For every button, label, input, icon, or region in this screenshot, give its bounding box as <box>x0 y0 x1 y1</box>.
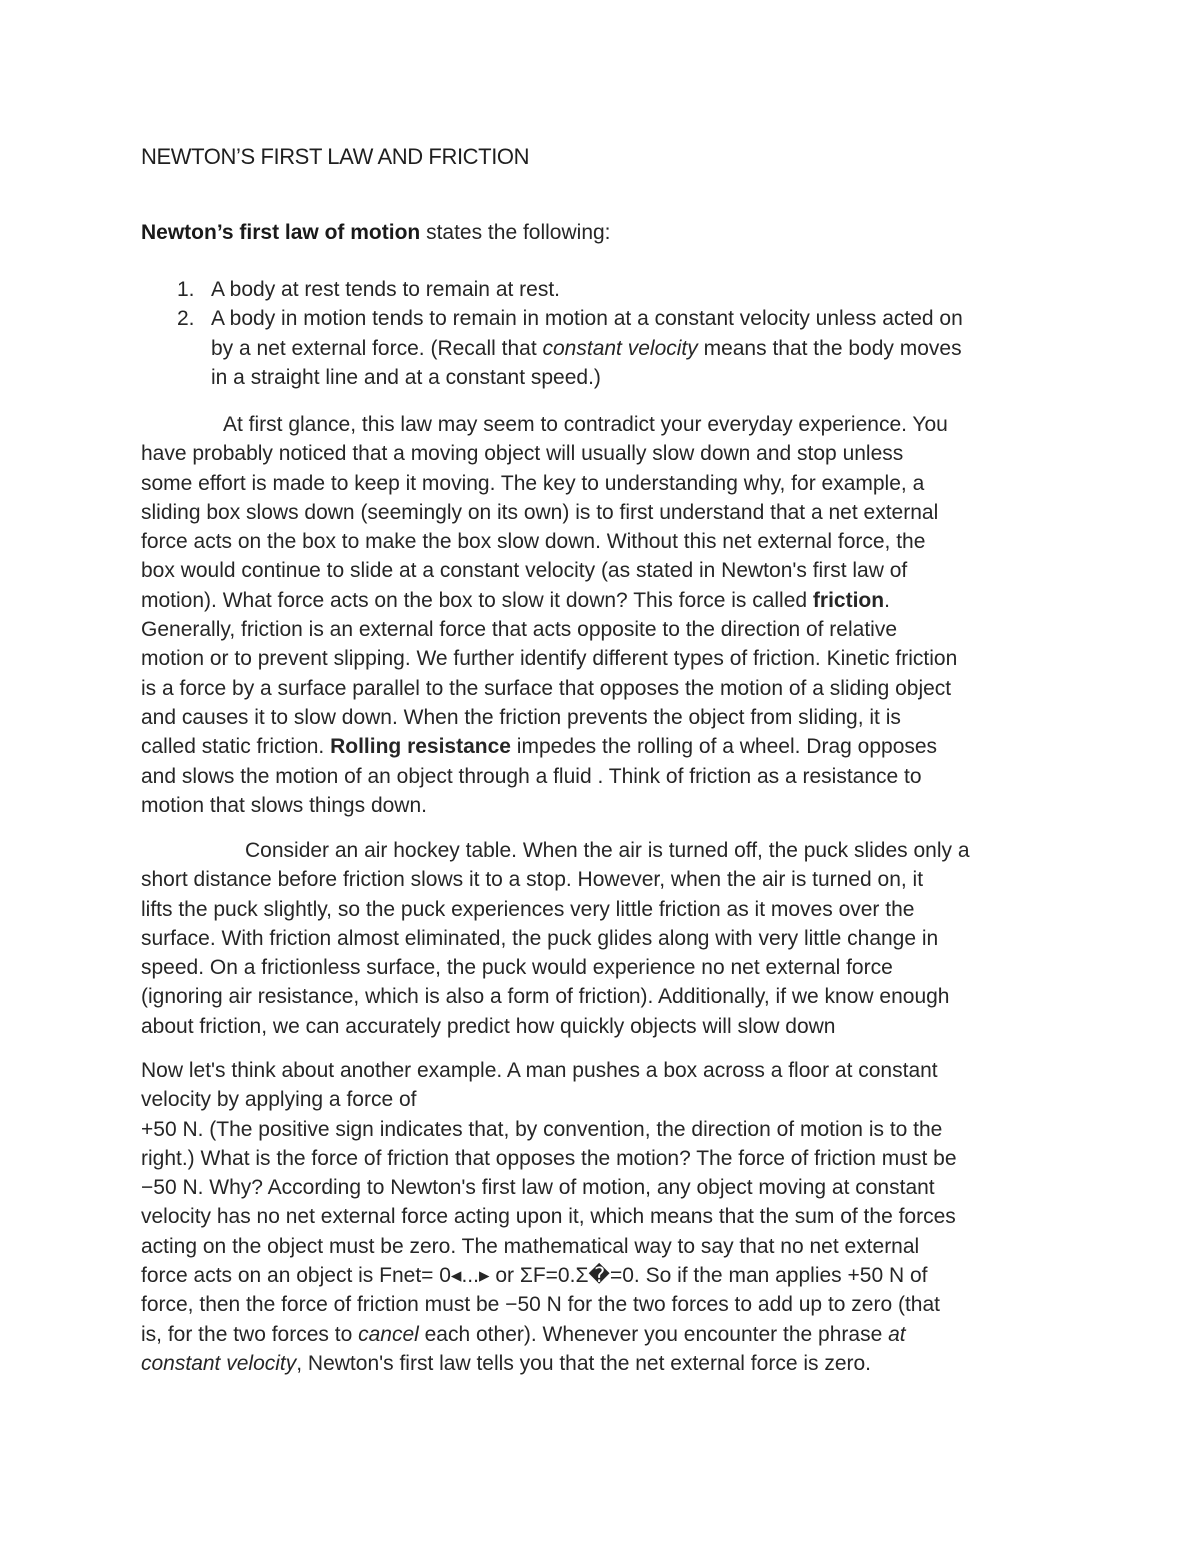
paragraph-line: box would continue to slide at a constant velocity (as stated in Newton's first law of <box>141 559 908 583</box>
intro-bold-term: Newton’s first law of motion <box>141 221 421 244</box>
paragraph-line: motion that slows things down. <box>141 793 427 817</box>
paragraph-line: force acts on the box to make the box slow down. Without this net external force, the <box>141 530 926 554</box>
list-item <box>141 275 1071 304</box>
paragraph-friction <box>141 410 1066 820</box>
paragraph-line: force acts on an object is Fnet= 0◂...▸ or ΣF=0.Σ�=0. So if the man applies +50 N of <box>141 1264 928 1288</box>
list-item <box>141 304 1071 392</box>
paragraph-line: lifts the puck slightly, so the puck experiences very little friction as it moves over the <box>141 897 915 921</box>
paragraph-line: Generally, friction is an external force that acts opposite to the direction of relative <box>141 618 897 642</box>
paragraph-line: velocity has no net external force acting upon it, which means that the sum of the forces <box>141 1205 956 1229</box>
list-number: 2. <box>177 307 195 331</box>
paragraph-line: Now let's think about another example. A man pushes a box across a floor at constant <box>141 1059 938 1082</box>
text-run: means that the body moves <box>697 336 962 360</box>
paragraph-line: about friction, we can accurately predict how quickly objects will slow down <box>141 1014 836 1038</box>
paragraph-line: some effort is made to keep it moving. The key to understanding why, for example, a <box>141 471 925 495</box>
laws-list <box>141 275 1071 392</box>
paragraph-line <box>141 732 1066 761</box>
text-run: impedes the rolling of a wheel. Drag opposes <box>510 735 938 759</box>
paragraph-line: acting on the object must be zero. The mathematical way to say that no net external <box>141 1234 920 1258</box>
paragraph-line: +50 N. (The positive sign indicates that, by convention, the direction of motion is to the <box>141 1117 943 1141</box>
text-run: is, for the two forces to <box>141 1322 359 1346</box>
intro-rest: states the following: <box>420 221 611 244</box>
paragraph-line: Consider an air hockey table. When the air is turned off, the puck slides only a <box>245 839 970 862</box>
document-title: NEWTON’S FIRST LAW AND FRICTION <box>141 144 530 169</box>
list-number: 1. <box>177 278 195 301</box>
bold-term-rolling-resistance: Rolling resistance <box>330 735 511 759</box>
paragraph-line: short distance before friction slows it to a stop. However, when the air is turned on, it <box>141 868 924 892</box>
emphasis-at: at <box>888 1322 906 1346</box>
paragraph-line: is a force by a surface parallel to the surface that opposes the motion of a sliding object <box>141 676 952 700</box>
paragraph-line: speed. On a frictionless surface, the puck would experience no net external force <box>141 956 893 980</box>
list-item-text: A body at rest tends to remain at rest. <box>211 278 561 301</box>
emphasis-constant-velocity: constant velocity <box>141 1351 297 1375</box>
paragraph-line: −50 N. Why? According to Newton's first law of motion, any object moving at constant <box>141 1176 935 1200</box>
paragraph-line: and causes it to slow down. When the friction prevents the object from sliding, it is <box>141 705 901 729</box>
text-run: , Newton's first law tells you that the net external force is zero. <box>296 1351 872 1375</box>
paragraph-line: surface. With friction almost eliminated, the puck glides along with very little change in <box>141 926 939 950</box>
emphasis-constant-velocity: constant velocity <box>542 336 698 360</box>
intro-sentence <box>141 218 611 247</box>
paragraph-line: velocity by applying a force of <box>141 1088 417 1112</box>
paragraph-line <box>141 1320 1066 1349</box>
bold-term-friction: friction <box>812 588 885 612</box>
paragraph-line: and slows the motion of an object through a fluid . Think of friction as a resistance to <box>141 764 922 788</box>
list-item-text <box>211 334 1071 363</box>
paragraph-line: (ignoring air resistance, which is also a form of friction). Additionally, if we know enough <box>141 985 950 1009</box>
paragraph-line: motion or to prevent slipping. We further identify different types of friction. Kinetic friction <box>141 647 958 671</box>
paragraph-box-example <box>141 1056 1066 1378</box>
paragraph-line: sliding box slows down (seemingly on its own) is to first understand that a net external <box>141 500 939 524</box>
paragraph-line: At first glance, this law may seem to contradict your everyday experience. You <box>223 413 948 436</box>
paragraph-line: have probably noticed that a moving object will usually slow down and stop unless <box>141 442 904 466</box>
paragraph-line: force, then the force of friction must be −50 N for the two forces to add up to zero (that <box>141 1293 941 1317</box>
paragraph-line <box>141 586 1066 615</box>
text-run: by a net external force. (Recall that <box>211 336 543 360</box>
list-item-text: A body in motion tends to remain in motion at a constant velocity unless acted on <box>211 307 963 331</box>
text-run: each other). Whenever you encounter the phrase <box>418 1322 889 1346</box>
paragraph-line <box>141 1349 1066 1378</box>
text-run: motion). What force acts on the box to slow it down? This force is called <box>141 588 813 612</box>
paragraph-air-hockey <box>141 836 1066 1041</box>
emphasis-cancel: cancel <box>358 1322 419 1346</box>
text-run: called static friction. <box>141 735 331 759</box>
text-run: . <box>884 588 890 612</box>
list-item-text: in a straight line and at a constant speed.) <box>211 365 601 389</box>
paragraph-line: right.) What is the force of friction that opposes the motion? The force of friction must be <box>141 1146 957 1170</box>
